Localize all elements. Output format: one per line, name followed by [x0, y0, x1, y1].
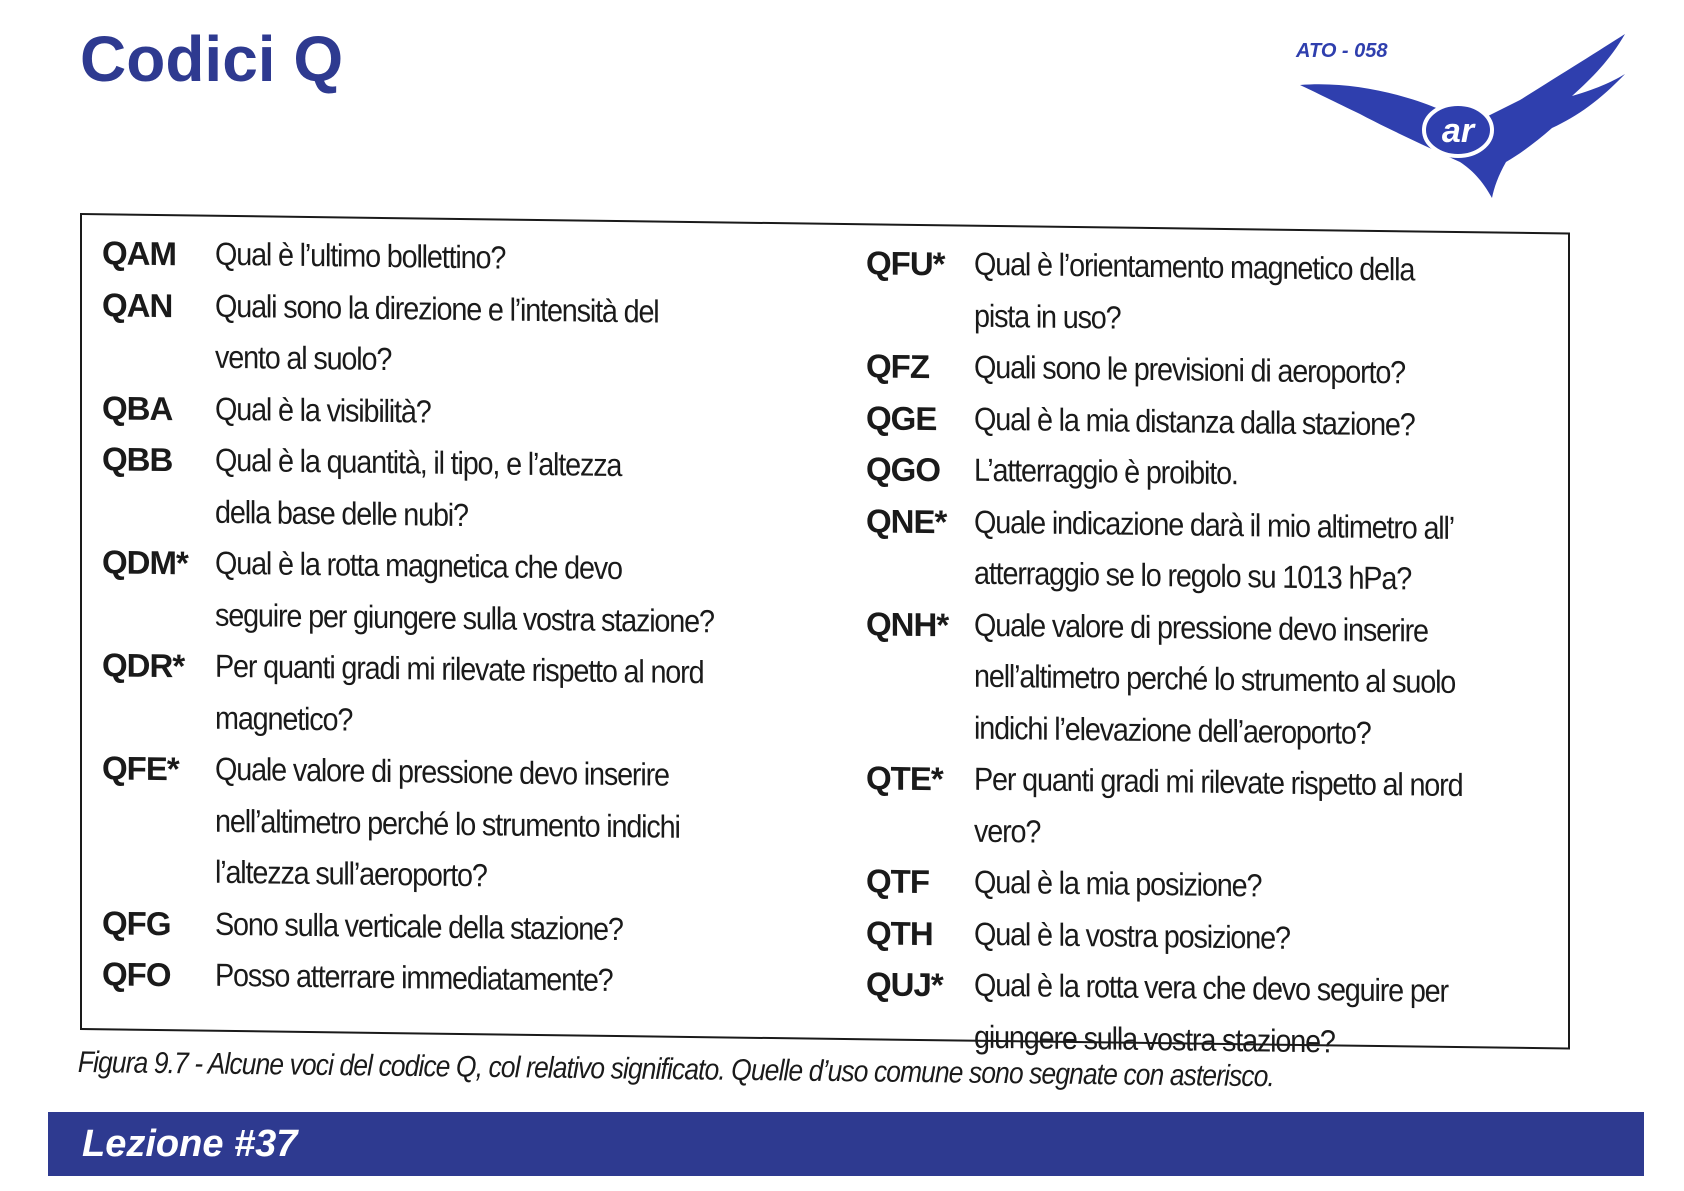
- q-code-row: [102, 948, 822, 1009]
- q-meaning: Qual è l’orientamento magnetico della pista in uso?: [974, 245, 1415, 336]
- q-code-row: [102, 536, 822, 648]
- q-code-row: [102, 382, 822, 443]
- q-code: QFZ: [866, 347, 929, 386]
- ato-logo: [1280, 30, 1636, 200]
- q-meaning: Posso atterrare immediatamente?: [215, 956, 613, 998]
- q-meaning: Quali sono le previsioni di aeroporto?: [974, 348, 1406, 391]
- q-meaning: Qual è la rotta magnetica che devo seguire per giungere sulla vostra stazione?: [215, 544, 714, 639]
- q-code-row: [866, 392, 1556, 453]
- footer-bar: [48, 1112, 1644, 1176]
- q-meaning: Qual è la rotta vera che devo seguire per giungere sulla vostra stazione?: [974, 966, 1448, 1059]
- q-code: QNE*: [866, 501, 947, 540]
- q-meaning: Per quanti gradi mi rilevate rispetto al nord magnetico?: [215, 647, 704, 738]
- q-code-row: [866, 855, 1556, 916]
- q-code: QBB: [102, 440, 173, 479]
- q-meaning: Quale valore di pressione devo inserire nell’altimetro perché lo strumento indichi l’altezza sull’aeroporto?: [215, 750, 680, 894]
- q-meaning: Sono sulla verticale della stazione?: [215, 905, 623, 947]
- q-code: QAM: [102, 234, 176, 273]
- figure-caption: Figura 9.7 - Alcune voci del codice Q, col relativo significato. Quelle d’uso comune sono segnate con asterisco.: [77, 1045, 1275, 1094]
- q-code-row: [866, 237, 1556, 349]
- q-code-row: [866, 495, 1556, 607]
- q-code-row: [102, 639, 822, 751]
- q-code: QDM*: [102, 543, 188, 582]
- q-code: QFG: [102, 903, 171, 942]
- slide-title: Codici Q: [80, 23, 344, 95]
- q-code: QBA: [102, 388, 173, 427]
- q-code-row: [102, 897, 822, 958]
- q-meaning: Quale valore di pressione devo inserire nell’altimetro perché lo strumento al suolo indichi l’elevazione dell’aeroporto?: [974, 606, 1456, 751]
- q-meaning: Qual è la vostra posizione?: [974, 915, 1290, 956]
- q-meaning: Quali sono la direzione e l’intensità del vento al suolo?: [215, 287, 659, 378]
- q-code: QUJ*: [866, 965, 943, 1004]
- q-code-row: [102, 742, 822, 906]
- q-code-row: [102, 279, 822, 391]
- q-code-row: [866, 443, 1556, 504]
- q-code: QGO: [866, 450, 941, 489]
- q-code: QNH*: [866, 604, 949, 643]
- q-code: QGE: [866, 398, 937, 437]
- q-code-row: [866, 598, 1556, 762]
- q-meaning: Qual è la visibilità?: [215, 390, 431, 430]
- q-meaning: Qual è la mia distanza dalla stazione?: [974, 400, 1415, 442]
- q-meaning: Qual è la mia posizione?: [974, 863, 1262, 904]
- q-code-row: [866, 340, 1556, 401]
- emblem-letters: ar: [1441, 112, 1475, 150]
- q-meaning: Per quanti gradi mi rilevate rispetto al nord vero?: [974, 760, 1463, 850]
- q-code: QTF: [866, 862, 929, 901]
- q-code: QFE*: [102, 749, 179, 788]
- lesson-label: Lezione #37: [82, 1123, 298, 1165]
- q-code: QTE*: [866, 759, 943, 798]
- q-code-row: [866, 907, 1556, 968]
- q-code-row: [102, 433, 822, 545]
- q-code: QTH: [866, 913, 933, 952]
- q-code: QDR*: [102, 646, 185, 685]
- q-code: QFO: [102, 955, 171, 994]
- q-code-row: [866, 752, 1556, 864]
- q-code-table: [80, 213, 1570, 1059]
- q-code: QFU*: [866, 244, 945, 283]
- q-meaning: Qual è la quantità, il tipo, e l’altezza della base delle nubi?: [215, 441, 622, 533]
- logo-text: ATO - 058: [1296, 40, 1388, 62]
- q-code-row: [102, 227, 822, 288]
- q-meaning: Qual è l’ultimo bollettino?: [215, 235, 506, 276]
- q-code: QAN: [102, 285, 173, 324]
- right-column: [866, 237, 1556, 1070]
- q-meaning: Quale indicazione darà il mio altimetro all’ atterraggio se lo regolo su 1013 hPa?: [974, 503, 1454, 597]
- left-column: [102, 227, 822, 1009]
- q-meaning: L’atterraggio è proibito.: [974, 451, 1238, 492]
